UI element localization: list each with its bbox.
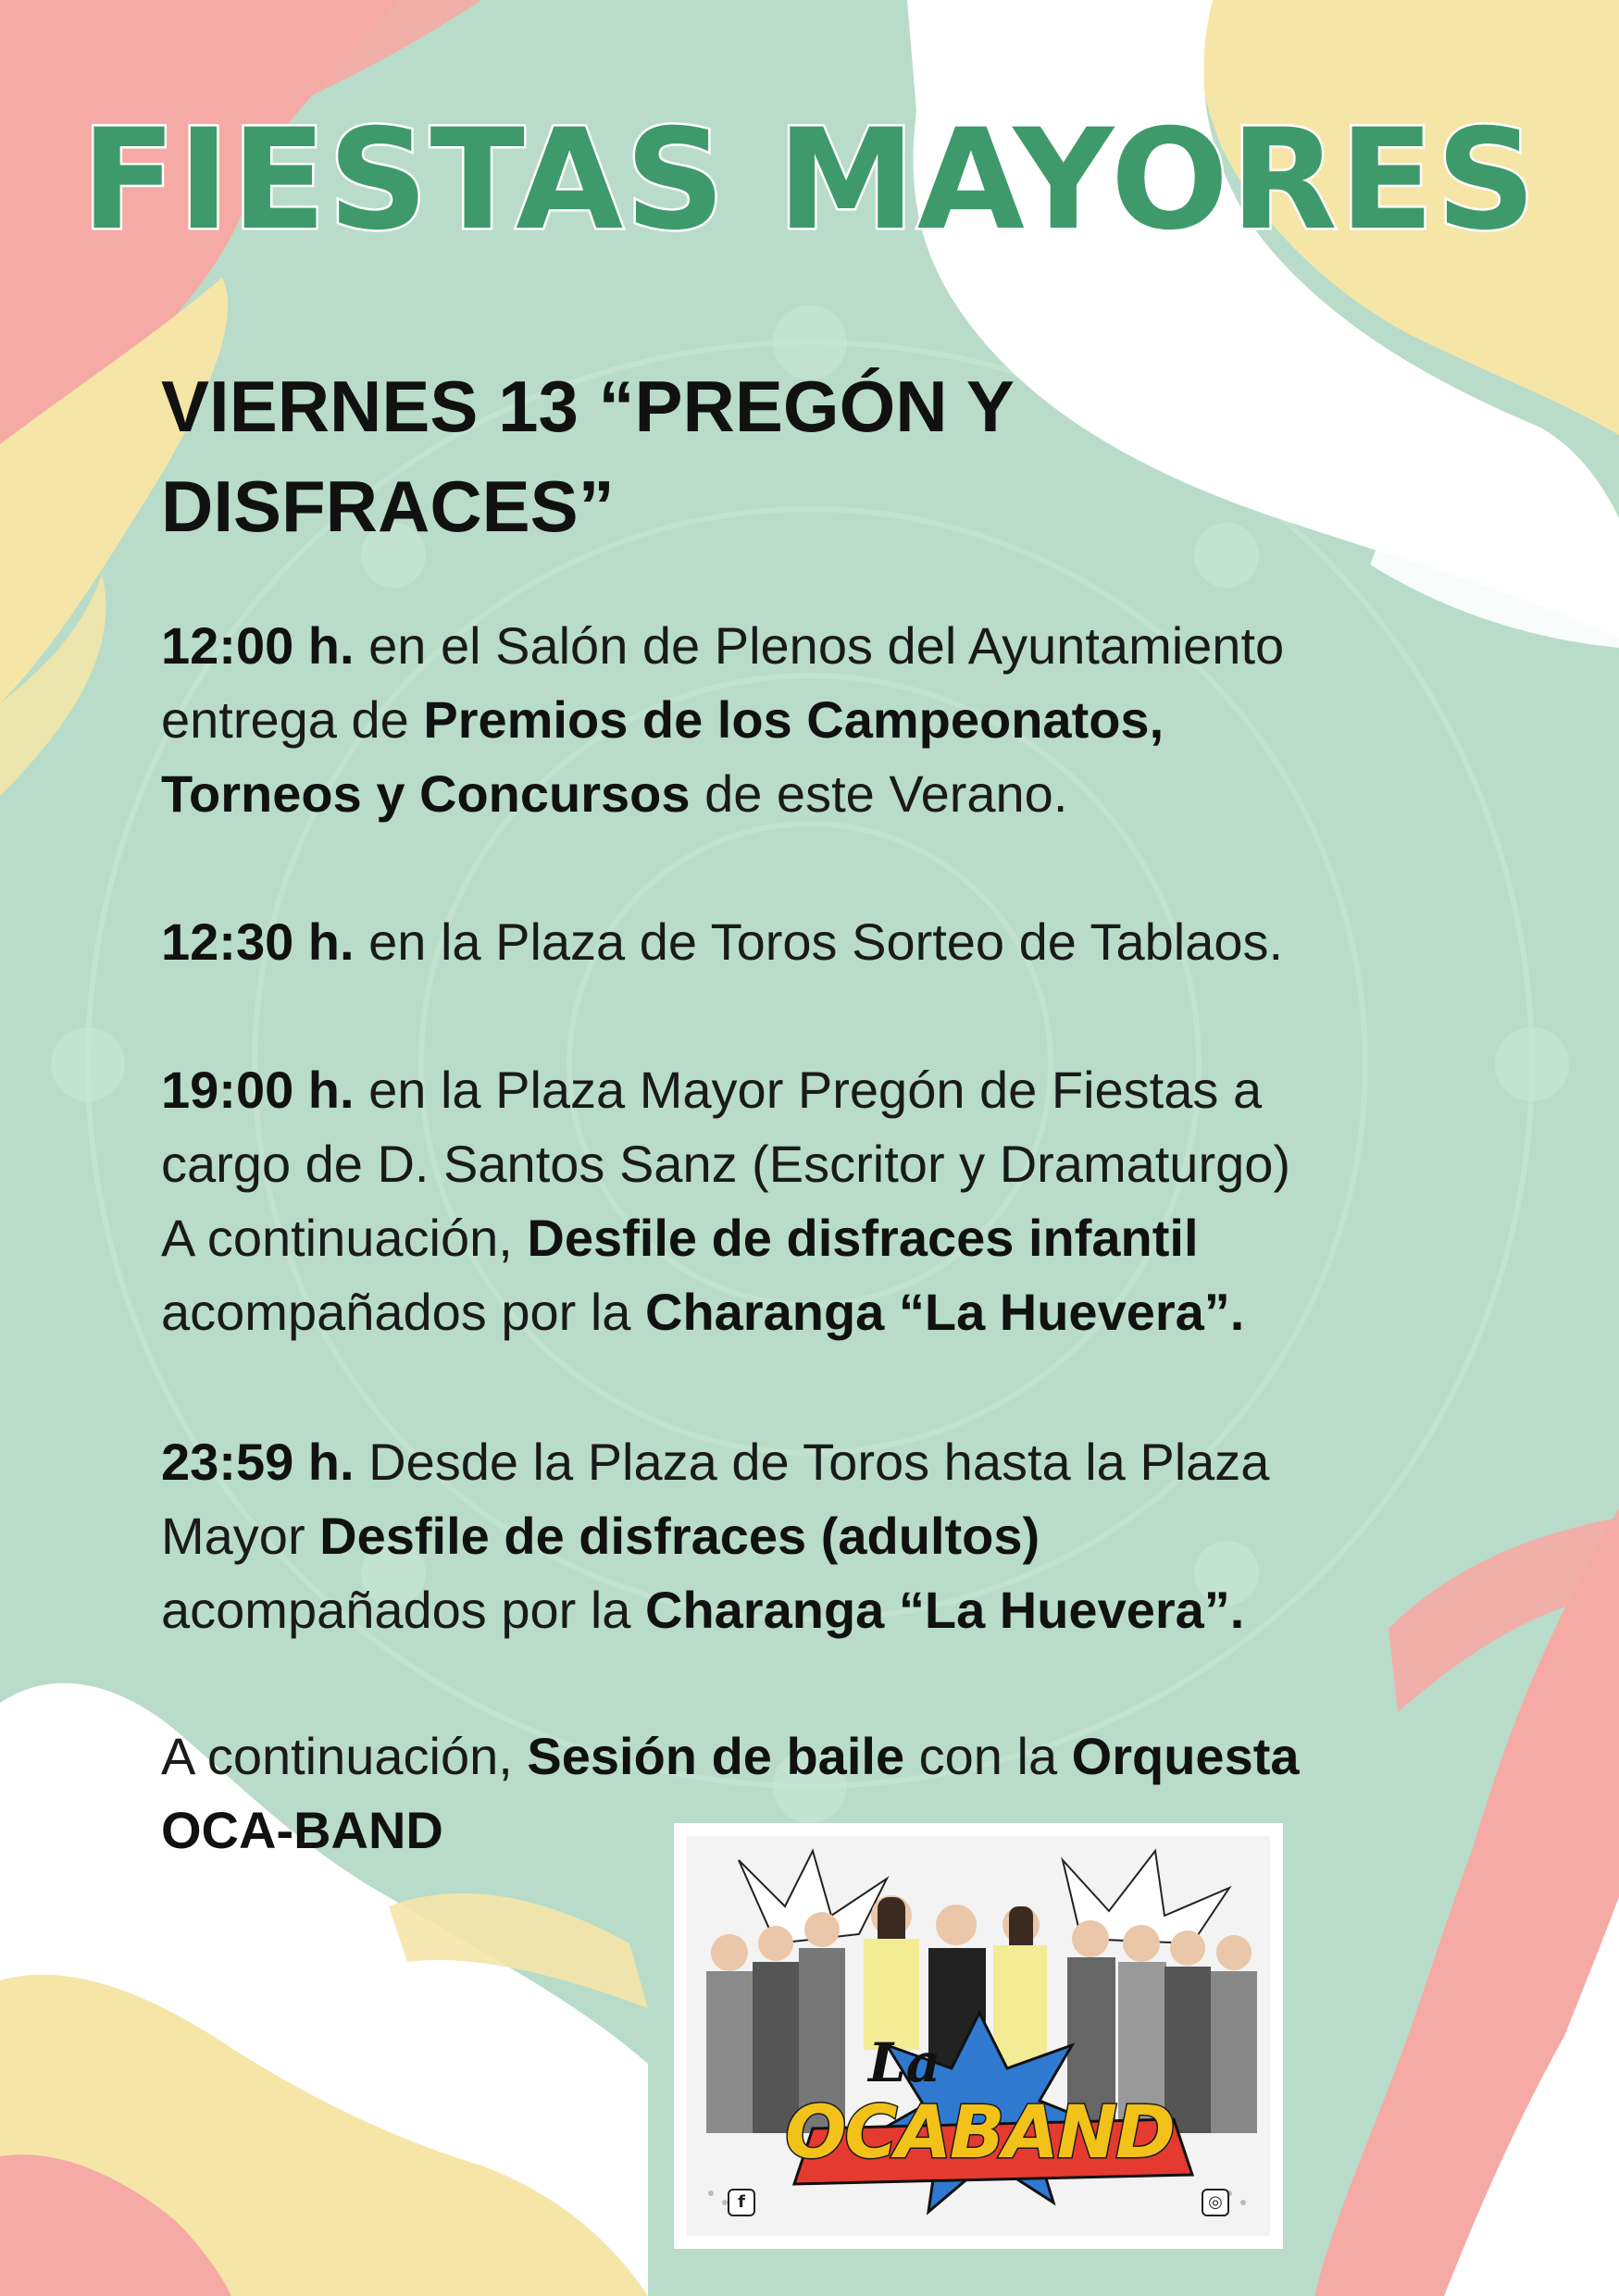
event-line xyxy=(161,1275,1476,1349)
event-time: 12:00 h. xyxy=(161,616,355,675)
day-heading xyxy=(161,356,1364,556)
event-1200 xyxy=(161,609,1476,831)
event-line xyxy=(161,757,1476,831)
event-highlight: Sesión de baile xyxy=(527,1727,905,1785)
event-line xyxy=(161,1425,1476,1499)
event-line xyxy=(161,1201,1476,1275)
event-highlight: Torneos y Concursos xyxy=(161,764,691,823)
facebook-icon: f xyxy=(728,2189,755,2216)
event-time: 23:59 h. xyxy=(161,1433,355,1491)
event-text: A continuación, xyxy=(161,1727,528,1785)
event-time: 19:00 h. xyxy=(161,1061,355,1119)
event-line xyxy=(161,1719,1476,1793)
event-2359 xyxy=(161,1425,1476,1647)
event-text: Desde la Plaza de Toros hasta la Plaza xyxy=(354,1433,1270,1491)
band-logo: OCABAND xyxy=(785,2091,1174,2175)
event-text: en el Salón de Plenos del Ayuntamiento xyxy=(354,616,1285,675)
event-text: acompañados por la xyxy=(161,1581,646,1639)
event-text: en la Plaza de Toros Sorteo de Tablaos. xyxy=(354,912,1284,971)
event-text: en la Plaza Mayor Pregón de Fiestas a xyxy=(354,1061,1263,1119)
poster-title: FIESTAS MAYORES xyxy=(81,100,1538,261)
event-1900 xyxy=(161,1053,1476,1349)
event-highlight: OCA-BAND xyxy=(161,1801,443,1859)
event-text: entrega de xyxy=(161,690,424,749)
event-highlight: Orquesta xyxy=(1071,1727,1300,1785)
instagram-icon: ◎ xyxy=(1202,2189,1229,2216)
event-text: con la xyxy=(904,1727,1072,1785)
event-text: A continuación, xyxy=(161,1209,528,1267)
event-line xyxy=(161,905,1476,979)
event-line xyxy=(161,1573,1476,1647)
band-logo-la: La xyxy=(868,2031,941,2094)
event-line xyxy=(161,1053,1476,1127)
event-line xyxy=(161,1499,1476,1573)
day-heading-line-2: DISFRACES” xyxy=(161,465,615,547)
event-1230 xyxy=(161,905,1476,979)
event-highlight: Desfile de disfraces infantil xyxy=(527,1209,1199,1267)
band-photo-illustration xyxy=(674,1823,1283,2249)
event-text: cargo de D. Santos Sanz (Escritor y Dramaturgo) xyxy=(161,1135,1291,1193)
event-line xyxy=(161,683,1476,757)
event-time: 12:30 h. xyxy=(161,912,355,971)
event-text: acompañados por la xyxy=(161,1283,646,1341)
event-text: de este Verano. xyxy=(690,764,1068,823)
event-line xyxy=(161,609,1476,683)
band-photo xyxy=(674,1823,1283,2249)
event-highlight: Charanga “La Huevera”. xyxy=(645,1283,1245,1341)
event-text: Mayor xyxy=(161,1507,320,1565)
event-highlight: Premios de los Campeonatos, xyxy=(423,690,1164,749)
event-highlight: Desfile de disfraces (adultos) xyxy=(319,1507,1040,1565)
event-line xyxy=(161,1127,1476,1201)
day-heading-line-1: VIERNES 13 “PREGÓN Y xyxy=(161,366,1015,447)
event-highlight: Charanga “La Huevera”. xyxy=(645,1581,1245,1639)
